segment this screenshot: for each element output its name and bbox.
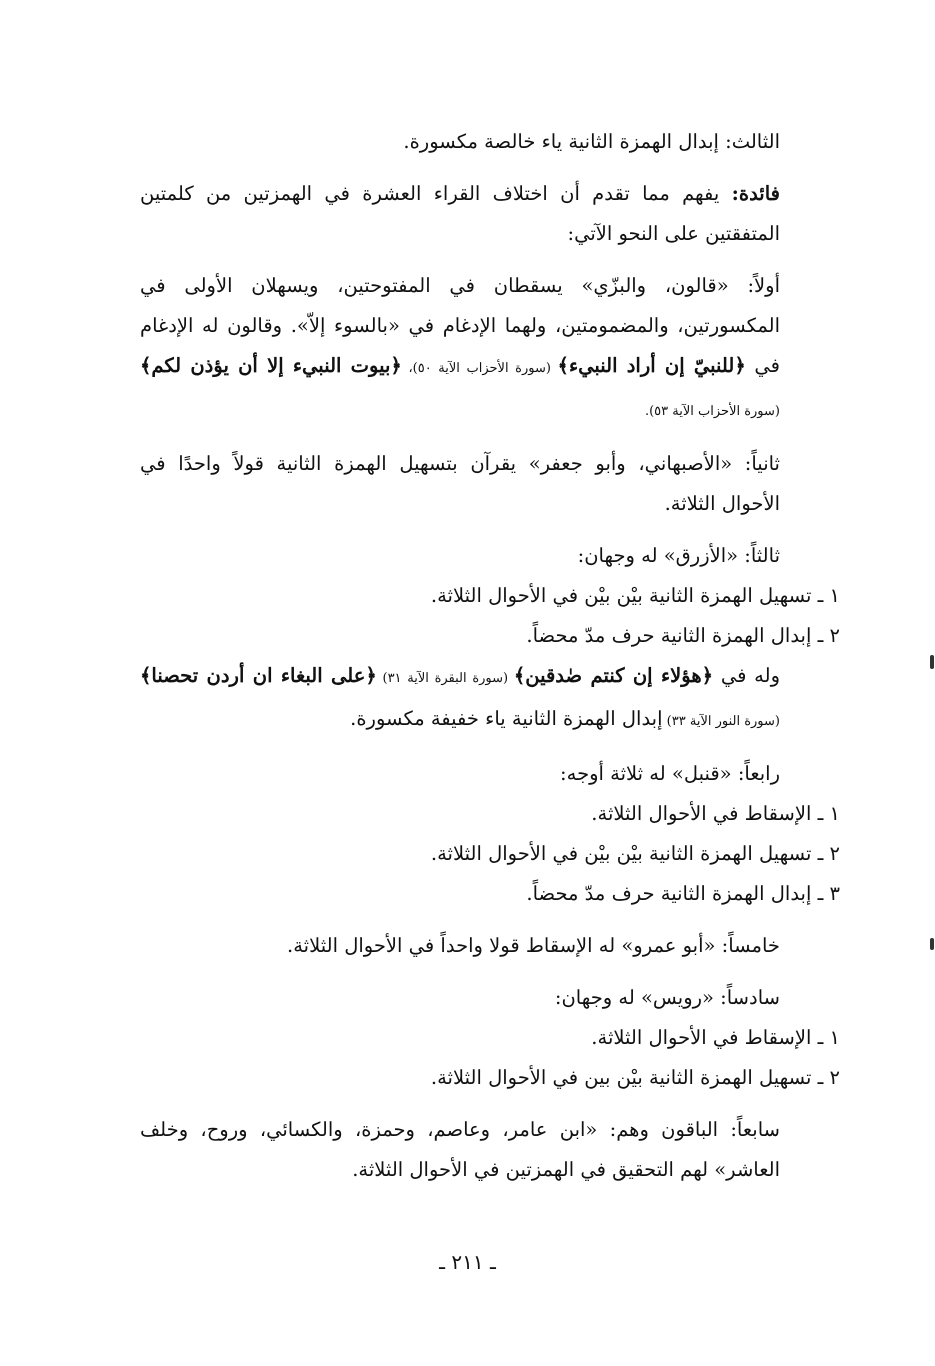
paragraph-first [140,266,840,432]
list-item: ٢ ـ تسهيل الهمزة الثانية بيْن بين في الأحوال الثلاثة. [430,1066,840,1089]
list-item: ٣ ـ إبدال الهمزة الثانية حرف مدّ محضاً. [526,882,840,905]
paragraph-fifth: خامساً: «أبو عمرو» له الإسقاط قولا واحداً في الأحوال الثلاثة. [287,934,780,957]
paragraph-second: ثانياً: «الأصبهاني، وأبو جعفر» يقرآن بتسهيل الهمزة الثانية قولاً واحدًا في الأحوال الثلاثة. [140,452,780,515]
note-label: فائدة: [731,182,780,205]
paragraph-exception [140,656,840,742]
scan-mark [930,655,934,669]
list-item: ١ ـ الإسقاط في الأحوال الثلاثة. [591,1026,840,1049]
quran-quote-4: ﴿على البغاء ان أردن تحصنا﴾ [140,664,377,687]
quran-quote-3: ﴿هؤلاء إن كنتم صٰدقين﴾ [513,664,714,687]
page-number: ـ ٢١١ ـ [439,1250,496,1274]
first-text: أولاً: «قالون، والبزّي» يسقطان في المفتوحتين، ويسهلان الأولى في المكسورتين، والمضمومتين، ولهما الإدغام في «بالسوء إلاّ». وقالون له الإدغام في [140,274,780,377]
paragraph-note [140,174,840,254]
paragraph-third: ثالثاً: «الأزرق» له وجهان: [577,544,780,567]
note-text: يفهم مما تقدم أن اختلاف القراء العشرة في الهمزتين من كلمتين المتفقتين على النحو الآتي: [140,182,780,245]
page-body [140,122,840,1190]
paragraph-third-method: الثالث: إبدال الهمزة الثانية ياء خالصة مكسورة. [403,130,780,153]
paragraph-fourth: رابعاً: «قنبل» له ثلاثة أوجه: [560,762,780,785]
exception-text: إبدال الهمزة الثانية ياء خفيفة مكسورة. [350,707,663,730]
exception-lead: وله في [713,664,780,687]
surah-reference-1: (سورة الأحزاب الآية ٥٠)، [401,361,558,376]
surah-reference-3: (سورة البقرة الآية ٣١) [376,671,514,686]
list-item: ٢ ـ إبدال الهمزة الثانية حرف مدّ محضاً. [526,624,840,647]
list-item: ٢ ـ تسهيل الهمزة الثانية بيْن بيْن في الأحوال الثلاثة. [430,842,840,865]
list-item: ١ ـ تسهيل الهمزة الثانية بيْن بيْن في الأحوال الثلاثة. [430,584,840,607]
surah-reference-2: (سورة الأحزاب الآية ٥٣). [644,404,780,419]
quran-quote-2: ﴿بيوت النبيء إلا أن يؤذن لكم﴾ [140,354,402,377]
quran-quote-1: ﴿للنبيّ إن أراد النبيء﴾ [557,354,746,377]
scan-mark [930,938,934,950]
surah-reference-4: (سورة النور الآية ٣٣) [662,714,780,729]
paragraph-seventh: سابعاً: الباقون وهم: «ابن عامر، وعاصم، وحمزة، والكسائي، وروح، وخلف العاشر» لهم التحقيق في الهمزتين في الأحوال الثلاثة. [140,1118,780,1181]
paragraph-sixth: سادساً: «رويس» له وجهان: [554,986,780,1009]
list-item: ١ ـ الإسقاط في الأحوال الثلاثة. [591,802,840,825]
